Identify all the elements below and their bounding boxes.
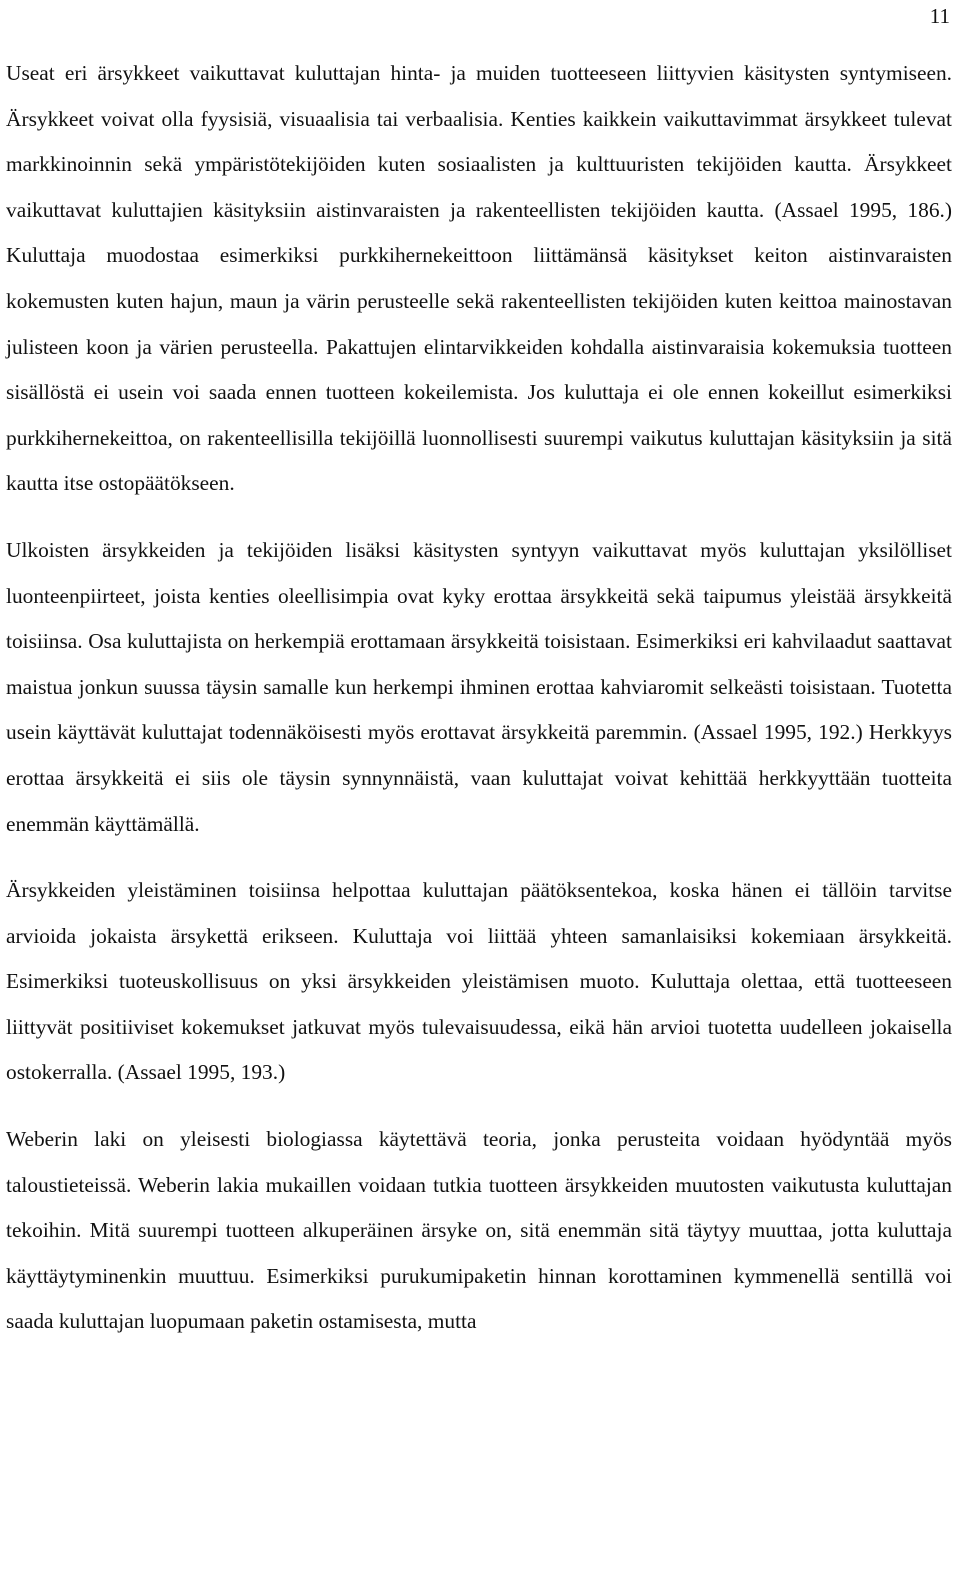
paragraph-stimulus-generalization: Ärsykkeiden yleistäminen toisiinsa helpottaa kuluttajan päätöksentekoa, koska hänen ei tällöin tarvitse arvioida jokaista ärsykettä erikseen. Kuluttaja voi liittää yhteen samanlaisiksi kokemiaan ärsykkeitä. Esimerkiksi tuoteuskollisuus on yksi ärsykkeiden yleistämisen muoto. Kuluttaja olettaa, että tuotteeseen liittyvät positiiviset kokemukset jatkuvat myös tulevaisuudessa, eikä hän arvioi tuotetta uudelleen jokaisella ostokerralla. (Assael 1995, 193.) xyxy=(6,878,952,1085)
paragraph-perception-stimuli: Useat eri ärsykkeet vaikuttavat kuluttajan hinta- ja muiden tuotteeseen liittyvien käsitysten syntymiseen. Ärsykkeet voivat olla fyysisiä, visuaalisia tai verbaalisia. Kenties kaikkein vaikuttavimmat ärsykkeet tulevat markkinoinnin sekä ympäristötekijöiden kuten sosiaalisten ja kulttuuristen tekijöiden kautta. Ärsykkeet vaikuttavat kuluttajien käsityksiin aistinvaraisten ja rakenteellisten tekijöiden kautta. (Assael 1995, 186.) Kuluttaja muodostaa esimerkiksi purkkihernekeittoon liittämänsä käsitykset keiton aistinvaraisten kokemusten kuten hajun, maun ja värin perusteelle sekä rakenteellisten tekijöiden kuten keittoa mainostavan julisteen koon ja värien perusteella. Pakattujen elintarvikkeiden kohdalla aistinvaraisia kokemuksia tuotteen sisällöstä ei usein voi saada ennen tuotteen kokeilemista. Jos kuluttaja ei ole ennen kokeillut esimerkiksi purkkihernekeittoa, on rakenteellisilla tekijöillä luonnollisesti suurempi vaikutus kuluttajan käsityksiin ja sitä kautta itse ostopäätökseen. xyxy=(6,61,952,496)
paragraph-webers-law: Weberin laki on yleisesti biologiassa käytettävä teoria, jonka perusteita voidaan hyödyntää myös taloustieteissä. Weberin lakia mukaillen voidaan tutkia tuotteen ärsykkeiden muutosten vaikutusta kuluttajan tekoihin. Mitä suurempi tuotteen alkuperäinen ärsyke on, sitä enemmän sitä täytyy muuttaa, jotta kuluttaja käyttäytyminenkin muuttuu. Esimerkiksi purukumipaketin hinnan korottaminen kymmenellä sentillä voi saada kuluttajan luopumaan paketin ostamisesta, mutta xyxy=(6,1127,952,1334)
paragraph-individual-traits: Ulkoisten ärsykkeiden ja tekijöiden lisäksi käsitysten syntyyn vaikuttavat myös kuluttajan yksilölliset luonteenpiirteet, joista kenties oleellisimpia ovat kyky erottaa ärsykkeitä sekä taipumus yleistää ärsykkeitä toisiinsa. Osa kuluttajista on herkempiä erottamaan ärsykkeitä toisistaan. Esimerkiksi eri kahvilaadut saattavat maistua jonkun suussa täysin samalle kun herkempi ihminen erottaa kahviaromit selkeästi toisistaan. Tuotetta usein käyttävät kuluttajat todennäköisesti myös erottavat ärsykkeitä paremmin. (Assael 1995, 192.) Herkkyys erottaa ärsykkeitä ei siis ole täysin synnynnäistä, vaan kuluttajat voivat kehittää herkkyyttään tuotteita enemmän käyttämällä. xyxy=(6,537,952,836)
page-number: 11 xyxy=(929,4,950,28)
document-body xyxy=(6,51,952,1345)
